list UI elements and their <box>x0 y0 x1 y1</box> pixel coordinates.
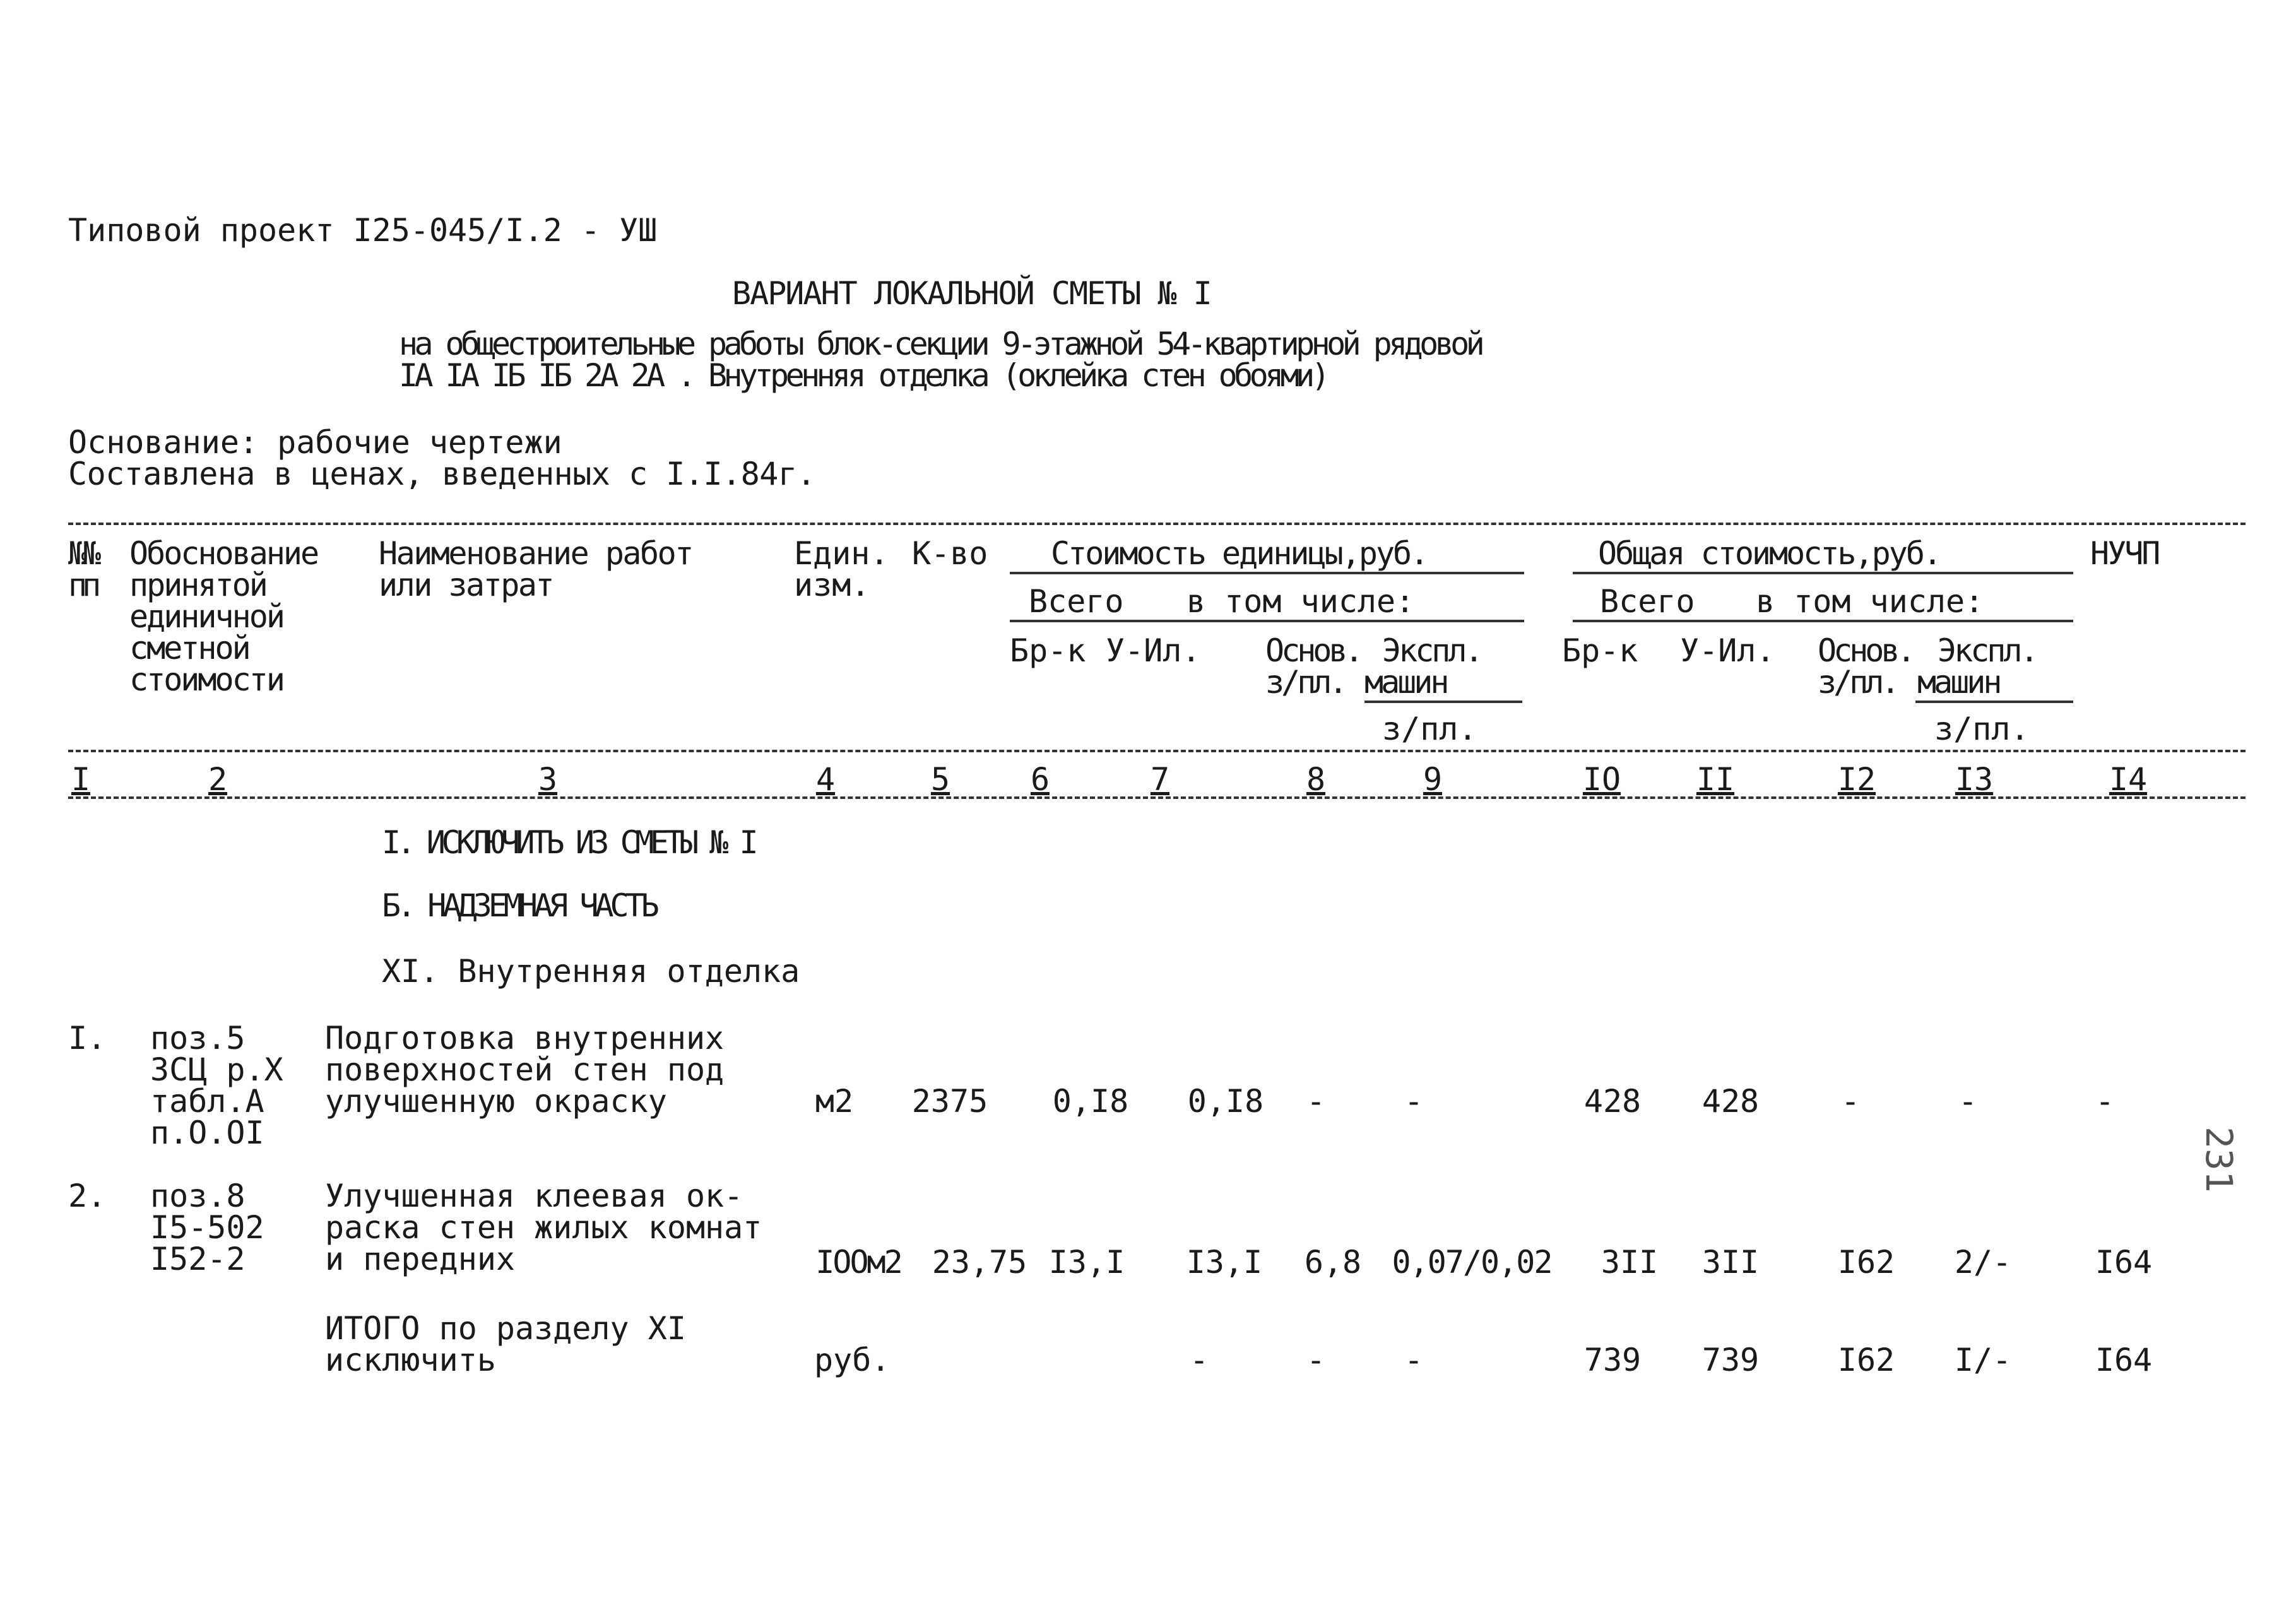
total-col9: - <box>1404 1342 1424 1378</box>
column-number-13: I3 <box>1955 761 1994 798</box>
unit-cost-mashin: машин <box>1364 664 1447 701</box>
row2-col12: I62 <box>1837 1244 1895 1281</box>
row1-col6: 0,I8 <box>1052 1083 1129 1120</box>
col-header-justification: Обоснование принятой единичной сметной стоимости <box>129 535 318 698</box>
total-col14: I64 <box>2095 1342 2153 1378</box>
total-cost-u-il: У-Ил. <box>1680 632 1775 669</box>
col-header-unit: Един. изм. <box>794 535 889 603</box>
row2-col9: 0,07/0,02 <box>1392 1244 1552 1281</box>
column-number-5: 5 <box>930 761 950 798</box>
row1-col12: - <box>1840 1083 1861 1120</box>
row1-num: I. <box>68 1020 107 1056</box>
row1-justification: поз.5 ЗСЦ р.Х табл.А п.О.ОI <box>150 1020 283 1151</box>
row1-col11: 428 <box>1701 1083 1760 1120</box>
column-number-10: IO <box>1582 761 1621 798</box>
column-numbers-rule <box>68 796 2246 799</box>
row2-col6: I3,I <box>1048 1244 1125 1281</box>
document-title: ВАРИАНТ ЛОКАЛЬНОЙ СМЕТЫ № I <box>732 275 1211 312</box>
column-number-3: 3 <box>538 761 558 798</box>
unit-cost-including: в том числе: <box>1186 583 1415 620</box>
unit-cost-ekspl: Экспл. <box>1382 632 1481 669</box>
unit-cost-u-il: У-Ил. <box>1106 632 1201 669</box>
total-cost-header: Общая стоимость,руб. <box>1598 535 1941 572</box>
row1-col8: - <box>1306 1083 1326 1120</box>
total-cost-underline <box>1573 572 2073 574</box>
total-cost-mashin: машин <box>1917 664 2000 701</box>
total-cost-mashin-underline <box>1915 701 2073 703</box>
total-cost-total: Всего <box>1600 583 1695 620</box>
section-above-ground: Б. НАДЗЕМНАЯ ЧАСТЬ <box>382 887 656 924</box>
column-number-2: 2 <box>208 761 228 798</box>
total-label: ИТОГО по разделу XI исключить <box>325 1310 686 1378</box>
row2-col13: 2/- <box>1954 1244 2012 1281</box>
col-header-nuchp: НУЧП <box>2090 535 2159 572</box>
total-cost-including-underline <box>1573 620 2073 622</box>
table-top-rule <box>68 523 2246 525</box>
row2-num: 2. <box>68 1178 107 1214</box>
row1-unit: м2 <box>815 1083 854 1120</box>
row2-col11: 3II <box>1701 1244 1760 1281</box>
row2-col10: 3II <box>1601 1244 1659 1281</box>
column-number-6: 6 <box>1030 761 1050 798</box>
column-number-4: 4 <box>815 761 836 798</box>
total-cost-including: в том числе: <box>1756 583 1984 620</box>
col-header-qty: К-во <box>912 535 988 572</box>
total-col10: 739 <box>1583 1342 1642 1378</box>
row2-col7: I3,I <box>1186 1244 1263 1281</box>
row1-name: Подготовка внутренних поверхностей стен под улучшенную окраску <box>325 1020 725 1120</box>
row2-name: Улучшенная клеевая ок- раска стен жилых комнат и передних <box>325 1178 762 1277</box>
row1-col9: - <box>1404 1083 1424 1120</box>
row1-col13: - <box>1958 1083 1978 1120</box>
total-col12: I62 <box>1837 1342 1895 1378</box>
total-cost-zpl: з/пл. <box>1934 711 2030 747</box>
row1-col7: 0,I8 <box>1187 1083 1264 1120</box>
row1-qty: 2375 <box>911 1083 988 1120</box>
row1-col14: - <box>2095 1083 2115 1120</box>
section-exclude: I. ИСКЛЮЧИТЬ ИЗ СМЕТЫ № I <box>382 824 755 861</box>
header-bottom-rule <box>68 750 2246 752</box>
basis-text: Основание: рабочие чертежи <box>68 424 562 461</box>
column-number-8: 8 <box>1306 761 1326 798</box>
total-cost-br-k: Бр-к <box>1562 632 1638 669</box>
total-unit: руб. <box>814 1342 891 1378</box>
row2-justification: поз.8 I5-502 I52-2 <box>150 1178 264 1277</box>
section-interior-finish: XI. Внутренняя отделка <box>382 953 800 990</box>
row2-qty: 23,75 <box>932 1244 1027 1281</box>
row2-col8: 6,8 <box>1304 1244 1362 1281</box>
total-col13: I/- <box>1954 1342 2012 1378</box>
subtitle-line-2: IA IA IБ IБ 2A 2A . Внутренняя отделка (оклейка стен обоями) <box>399 357 1327 394</box>
unit-cost-mashin-underline <box>1364 701 1522 703</box>
project-code: Типовой проект I25-045/I.2 - УШ <box>68 212 658 249</box>
col-header-num: №№ пп <box>68 535 97 603</box>
total-cost-ekspl: Экспл. <box>1938 632 2037 669</box>
column-number-11: II <box>1696 761 1735 798</box>
prices-text: Составлена в ценах, введенных с I.I.84г. <box>68 456 816 492</box>
page-stamp: 231 <box>2198 1127 2240 1193</box>
column-number-7: 7 <box>1150 761 1170 798</box>
column-number-14: I4 <box>2109 761 2148 798</box>
unit-cost-zpl: з/пл. <box>1382 711 1477 747</box>
total-col11: 739 <box>1701 1342 1760 1378</box>
column-number-12: I2 <box>1837 761 1876 798</box>
total-col8: - <box>1306 1342 1326 1378</box>
subtitle-line-1: на общестроительные работы блок-секции 9-этажной 54-квартирной рядовой <box>399 326 1482 362</box>
total-col7: - <box>1189 1342 1209 1378</box>
col-header-name: Наименование работ или затрат <box>379 535 692 603</box>
total-cost-osnov: Основ. з/пл. <box>1818 632 1913 701</box>
column-number-1: I <box>71 761 91 798</box>
unit-cost-osnov: Основ. з/пл. <box>1265 632 1361 701</box>
row2-col14: I64 <box>2095 1244 2153 1281</box>
row1-col10: 428 <box>1583 1083 1642 1120</box>
column-number-9: 9 <box>1423 761 1443 798</box>
unit-cost-header: Стоимость единицы,руб. <box>1051 535 1428 572</box>
unit-cost-br-k: Бр-к <box>1010 632 1086 669</box>
row2-unit: IООм2 <box>815 1244 901 1281</box>
unit-cost-including-underline <box>1010 620 1524 622</box>
unit-cost-total: Всего <box>1029 583 1124 620</box>
unit-cost-underline <box>1010 572 1524 574</box>
